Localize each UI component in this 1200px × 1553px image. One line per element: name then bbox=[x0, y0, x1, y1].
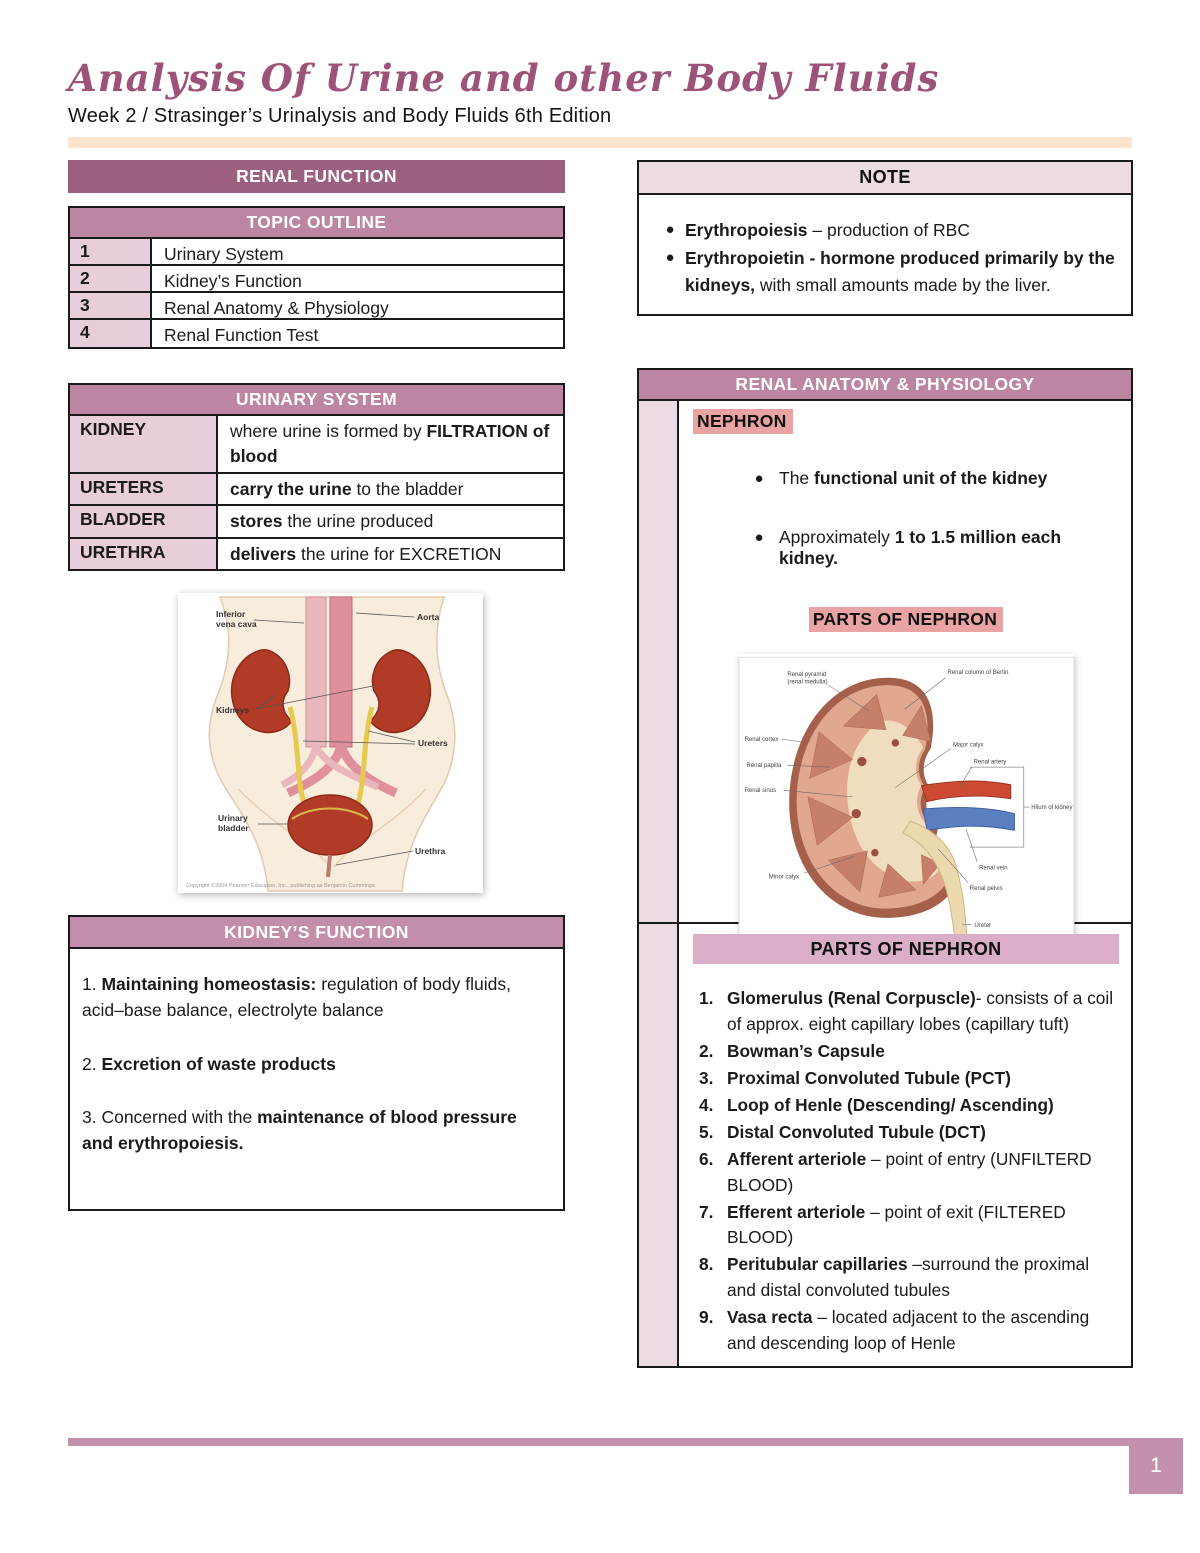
table-row bbox=[70, 320, 563, 347]
page-number: 1 bbox=[1150, 1454, 1162, 1477]
table-row bbox=[70, 266, 563, 293]
urinary-tract-illustration bbox=[178, 593, 483, 893]
pelvis-label: Renal pelvis bbox=[969, 885, 1003, 892]
renal-anatomy-header: RENAL ANATOMY & PHYSIOLOGY bbox=[639, 370, 1131, 401]
papilla-label: Renal papilla bbox=[745, 763, 781, 770]
organ-description: delivers the urine for EXCRETION bbox=[218, 539, 563, 569]
major-calyx-label: Major calyx bbox=[952, 742, 984, 749]
organ-name: URETERS bbox=[70, 474, 218, 504]
parts-of-nephron-banner: PARTS OF NEPHRON bbox=[693, 934, 1119, 964]
function-item: 3. Concerned with the maintenance of blood pressure and erythropoiesis. bbox=[82, 1106, 517, 1153]
parts-of-nephron-row bbox=[639, 924, 1131, 1366]
function-item: 2. Excretion of waste products bbox=[82, 1053, 336, 1074]
topic-label: Renal Anatomy & Physiology bbox=[152, 293, 563, 318]
table-row bbox=[70, 474, 563, 506]
table-row bbox=[70, 506, 563, 538]
nephron-content bbox=[679, 401, 1131, 930]
list-item: 7. Efferent arteriole – point of exit (FILTERED BLOOD) bbox=[699, 1201, 1066, 1248]
organ-description: stores the urine produced bbox=[218, 506, 563, 536]
topic-number: 4 bbox=[70, 320, 152, 347]
bullet-icon: ● bbox=[665, 249, 675, 267]
parts-list bbox=[691, 986, 1121, 1357]
topic-outline-table bbox=[68, 206, 565, 349]
kidneys-function-body bbox=[68, 949, 565, 1211]
header-divider bbox=[68, 137, 1132, 148]
page-number-badge bbox=[1129, 1438, 1183, 1494]
pyramid-label: Renal pyramid bbox=[786, 671, 826, 678]
kidney-section-illustration bbox=[739, 654, 1074, 949]
bullet-icon: ● bbox=[754, 529, 764, 546]
organ-description: carry the urine to the bladder bbox=[218, 474, 563, 504]
renal-anatomy-table bbox=[637, 368, 1133, 1368]
bullet-icon: ● bbox=[665, 221, 675, 238]
ivc-label-2: vena cava bbox=[216, 619, 257, 629]
note-bullet: ● Erythropoietin - hormone produced primarily by the kidneys, with small amounts made by the liver. bbox=[639, 245, 1119, 298]
aorta-label: Aorta bbox=[417, 612, 440, 622]
right-kidney bbox=[370, 650, 430, 733]
topic-outline-header: TOPIC OUTLINE bbox=[70, 208, 563, 239]
list-item: 2. Bowman’s Capsule bbox=[699, 1040, 885, 1061]
kidneys-label: Kidneys bbox=[216, 705, 250, 715]
minor-calyx-label: Minor calyx bbox=[768, 874, 799, 881]
nephron-bullet: ● The functional unit of the kidney bbox=[693, 468, 1119, 489]
note-section bbox=[637, 160, 1133, 316]
side-column bbox=[639, 924, 679, 1366]
artery-label: Renal artery bbox=[973, 759, 1006, 766]
table-row bbox=[70, 293, 563, 320]
note-body bbox=[637, 195, 1133, 316]
left-kidney bbox=[232, 650, 292, 733]
urethra-shape bbox=[328, 855, 330, 877]
topic-number: 3 bbox=[70, 293, 152, 318]
topic-label: Kidney’s Function bbox=[152, 266, 563, 291]
urethra-label: Urethra bbox=[415, 846, 446, 856]
topic-number: 1 bbox=[70, 239, 152, 264]
organ-name: KIDNEY bbox=[70, 416, 218, 472]
urinary-system-table bbox=[68, 383, 565, 571]
ureter-label: Ureter bbox=[973, 923, 991, 930]
table-row bbox=[70, 416, 563, 474]
bladder-label-2: bladder bbox=[218, 823, 249, 833]
renal-function-banner: RENAL FUNCTION bbox=[68, 160, 565, 193]
parts-of-nephron-content bbox=[679, 924, 1131, 1366]
list-item: 1. Glomerulus (Renal Corpuscle)- consists of a coil of approx. eight capillary lobes (capillary tuft) bbox=[699, 988, 1114, 1034]
side-column bbox=[639, 401, 679, 922]
column-label: Renal column of Bertin bbox=[946, 670, 1008, 677]
hilum-label: Hilum of kidney bbox=[1030, 804, 1072, 811]
function-item: 1. Maintaining homeostasis: regulation of body fluids, acid–base balance, electrolyte balance bbox=[82, 974, 511, 1021]
list-item: 8. Peritubular capillaries –surround the proximal and distal convoluted tubules bbox=[699, 1254, 1090, 1301]
vein-label: Renal vein bbox=[978, 865, 1008, 872]
topic-label: Urinary System bbox=[152, 239, 563, 264]
page-subtitle: Week 2 / Strasinger’s Urinalysis and Body Fluids 6th Edition bbox=[68, 105, 612, 127]
ureters-label: Ureters bbox=[418, 738, 448, 748]
list-item: 5. Distal Convoluted Tubule (DCT) bbox=[699, 1121, 986, 1142]
list-item: 3. Proximal Convoluted Tubule (PCT) bbox=[699, 1067, 1011, 1088]
image-credit: Copyright ©2004 Pearson Education, Inc., publishing as Benjamin Cummings bbox=[186, 883, 375, 889]
nephron-chip: NEPHRON bbox=[693, 409, 793, 434]
organ-description: where urine is formed by FILTRATION of blood bbox=[218, 416, 563, 472]
aorta bbox=[330, 597, 352, 747]
list-item: 9. Vasa recta – located adjacent to the ascending and descending loop of Henle bbox=[699, 1307, 1090, 1354]
pyramid-label-2: (renal medulla) bbox=[786, 679, 828, 686]
nephron-row bbox=[639, 401, 1131, 930]
bullet-icon: ● bbox=[754, 470, 764, 487]
organ-name: URETHRA bbox=[70, 539, 218, 569]
urinary-bladder bbox=[288, 795, 372, 855]
list-item: 4. Loop of Henle (Descending/ Ascending) bbox=[699, 1094, 1054, 1115]
note-bullet: ● Erythropoiesis – production of RBC bbox=[639, 217, 1119, 243]
parts-of-nephron-chip: PARTS OF NEPHRON bbox=[809, 607, 1003, 632]
sinus-label: Renal sinus bbox=[744, 788, 776, 795]
topic-label: Renal Function Test bbox=[152, 320, 563, 347]
inferior-vena-cava bbox=[306, 597, 326, 747]
urinary-system-header: URINARY SYSTEM bbox=[70, 385, 563, 416]
table-row bbox=[70, 239, 563, 266]
list-item: 6. Afferent arteriole – point of entry (UNFILTERD BLOOD) bbox=[699, 1148, 1092, 1195]
cortex-label: Renal cortex bbox=[744, 737, 778, 744]
footer-divider bbox=[68, 1438, 1183, 1446]
ivc-label: Inferior bbox=[216, 609, 246, 619]
urinary-tract-svg bbox=[178, 593, 483, 893]
topic-number: 2 bbox=[70, 266, 152, 291]
organ-name: BLADDER bbox=[70, 506, 218, 536]
table-row bbox=[70, 539, 563, 569]
kidneys-function-section bbox=[68, 915, 565, 1211]
note-header: NOTE bbox=[637, 160, 1133, 195]
page-title: Analysis Of Urine and other Body Fluids bbox=[68, 56, 940, 100]
kidneys-function-header: KIDNEY’S FUNCTION bbox=[68, 915, 565, 949]
bladder-label: Urinary bbox=[218, 813, 248, 823]
nephron-bullet: ● Approximately 1 to 1.5 million each kidney. bbox=[693, 527, 1119, 569]
